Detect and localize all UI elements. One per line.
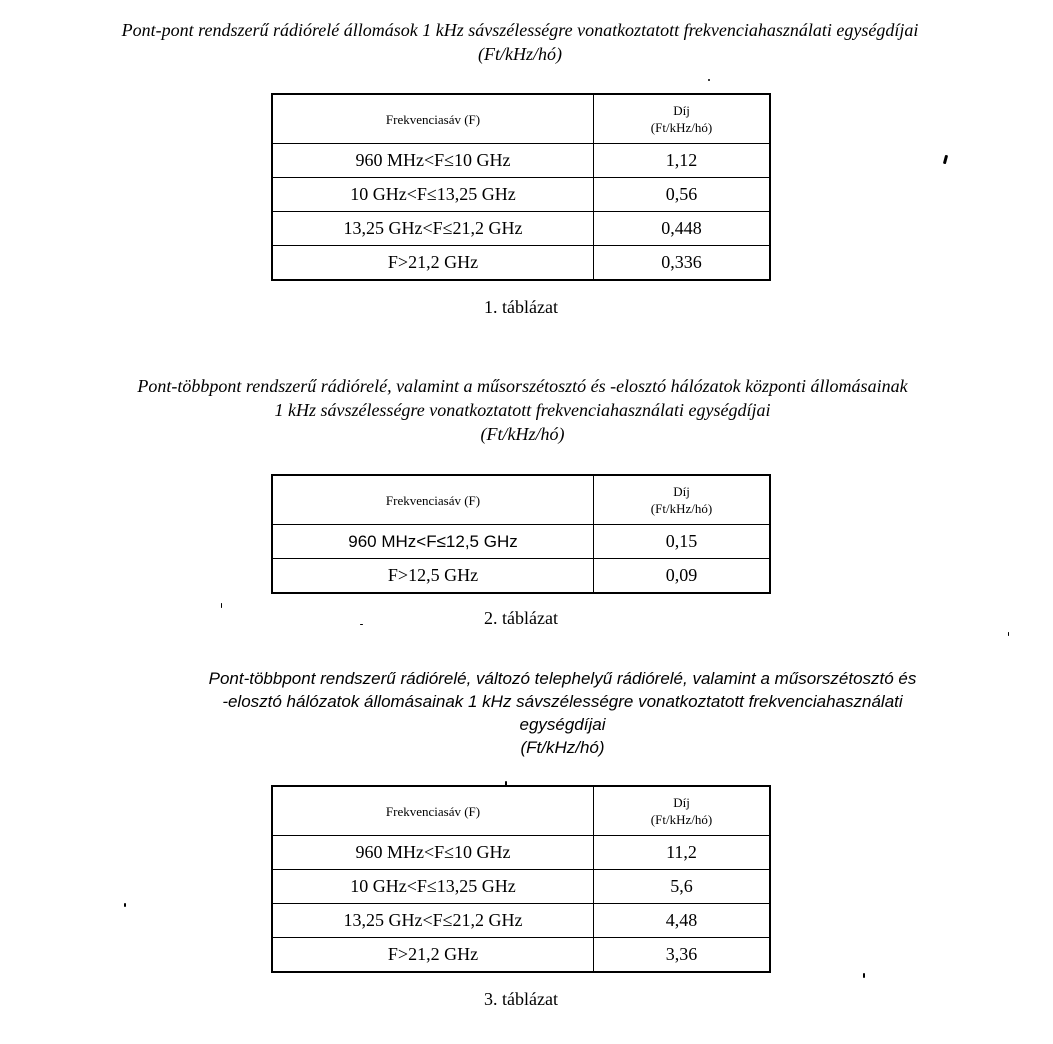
- table-row: [272, 938, 770, 973]
- fee-cell: 0,15: [594, 525, 771, 559]
- scan-speck: [863, 973, 865, 978]
- table-row: [272, 144, 770, 178]
- header-fee-unit: (Ft/kHz/hó): [650, 812, 713, 827]
- band-cell: 960 MHz<F≤10 GHz: [272, 144, 594, 178]
- fee-table-3: [271, 785, 771, 973]
- section-2-title-line: 1 kHz sávszélességre vonatkoztatott frekvenciahasználati egységdíjai: [274, 400, 771, 420]
- table-header-row: [272, 786, 770, 836]
- scan-speck: [505, 781, 507, 787]
- band-cell: 10 GHz<F≤13,25 GHz: [272, 870, 594, 904]
- table-3-caption: 3. táblázat: [484, 989, 558, 1009]
- header-fee: [594, 786, 771, 836]
- header-fee-label: Díj: [673, 103, 690, 118]
- band-cell: F>21,2 GHz: [272, 246, 594, 281]
- header-fee: [594, 475, 771, 525]
- section-1-title: [0, 18, 1040, 66]
- table-row: [272, 870, 770, 904]
- table-row: [272, 559, 770, 594]
- fee-cell: 3,36: [594, 938, 771, 973]
- band-cell: F>12,5 GHz: [272, 559, 594, 594]
- section-1-title-unit: (Ft/kHz/hó): [478, 44, 562, 64]
- header-frequency-band: Frekvenciasáv (F): [272, 475, 594, 525]
- table-row: [272, 212, 770, 246]
- table-row: [272, 836, 770, 870]
- table-row: [272, 178, 770, 212]
- scan-speck: [943, 155, 948, 164]
- table-header-row: [272, 94, 770, 144]
- fee-cell: 0,336: [594, 246, 771, 281]
- fee-cell: 5,6: [594, 870, 771, 904]
- band-cell: 13,25 GHz<F≤21,2 GHz: [272, 904, 594, 938]
- fee-cell: 0,09: [594, 559, 771, 594]
- fee-table-1: [271, 93, 771, 281]
- band-cell: F>21,2 GHz: [272, 938, 594, 973]
- section-3-title-line: Pont-többpont rendszerű rádiórelé, változó telephelyű rádiórelé, valamint a műsorszétosztó és: [208, 669, 917, 688]
- table-row: [272, 525, 770, 559]
- band-cell: 960 MHz<F≤12,5 GHz: [272, 525, 594, 559]
- scan-speck: [221, 603, 222, 608]
- header-fee-label: Díj: [673, 484, 690, 499]
- header-fee-unit: (Ft/kHz/hó): [650, 501, 713, 516]
- header-fee: [594, 94, 771, 144]
- table-row: [272, 904, 770, 938]
- fee-cell: 0,448: [594, 212, 771, 246]
- scan-speck: [360, 624, 363, 625]
- section-3-title-unit: (Ft/kHz/hó): [520, 738, 605, 757]
- scan-speck: [708, 79, 710, 81]
- fee-cell: 4,48: [594, 904, 771, 938]
- section-2-title-line: Pont-többpont rendszerű rádiórelé, valamint a műsorszétosztó és -elosztó hálózatok központi állomásainak: [137, 376, 908, 396]
- band-cell: 10 GHz<F≤13,25 GHz: [272, 178, 594, 212]
- fee-cell: 1,12: [594, 144, 771, 178]
- header-frequency-band: Frekvenciasáv (F): [272, 786, 594, 836]
- section-3-title: [150, 667, 975, 759]
- fee-table-2: [271, 474, 771, 594]
- scan-speck: [1008, 632, 1009, 636]
- section-1-title-line: Pont-pont rendszerű rádiórelé állomások 1 kHz sávszélességre vonatkoztatott frekvenciahasználati egységdíjai: [121, 20, 919, 40]
- section-2-title: [0, 374, 1045, 446]
- table-2-caption: 2. táblázat: [484, 608, 558, 628]
- table-row: [272, 246, 770, 281]
- band-cell: 960 MHz<F≤10 GHz: [272, 836, 594, 870]
- section-3-title-line: egységdíjai: [519, 715, 606, 734]
- fee-cell: 11,2: [594, 836, 771, 870]
- header-frequency-band: Frekvenciasáv (F): [272, 94, 594, 144]
- header-fee-unit: (Ft/kHz/hó): [650, 120, 713, 135]
- section-2-title-unit: (Ft/kHz/hó): [480, 424, 565, 444]
- band-cell: 13,25 GHz<F≤21,2 GHz: [272, 212, 594, 246]
- header-fee-label: Díj: [673, 795, 690, 810]
- table-header-row: [272, 475, 770, 525]
- section-3-title-line: -elosztó hálózatok állomásainak 1 kHz sávszélességre vonatkoztatott frekvenciahasználati: [222, 692, 903, 711]
- scan-speck: [124, 903, 126, 907]
- fee-cell: 0,56: [594, 178, 771, 212]
- table-1-caption: 1. táblázat: [484, 297, 558, 317]
